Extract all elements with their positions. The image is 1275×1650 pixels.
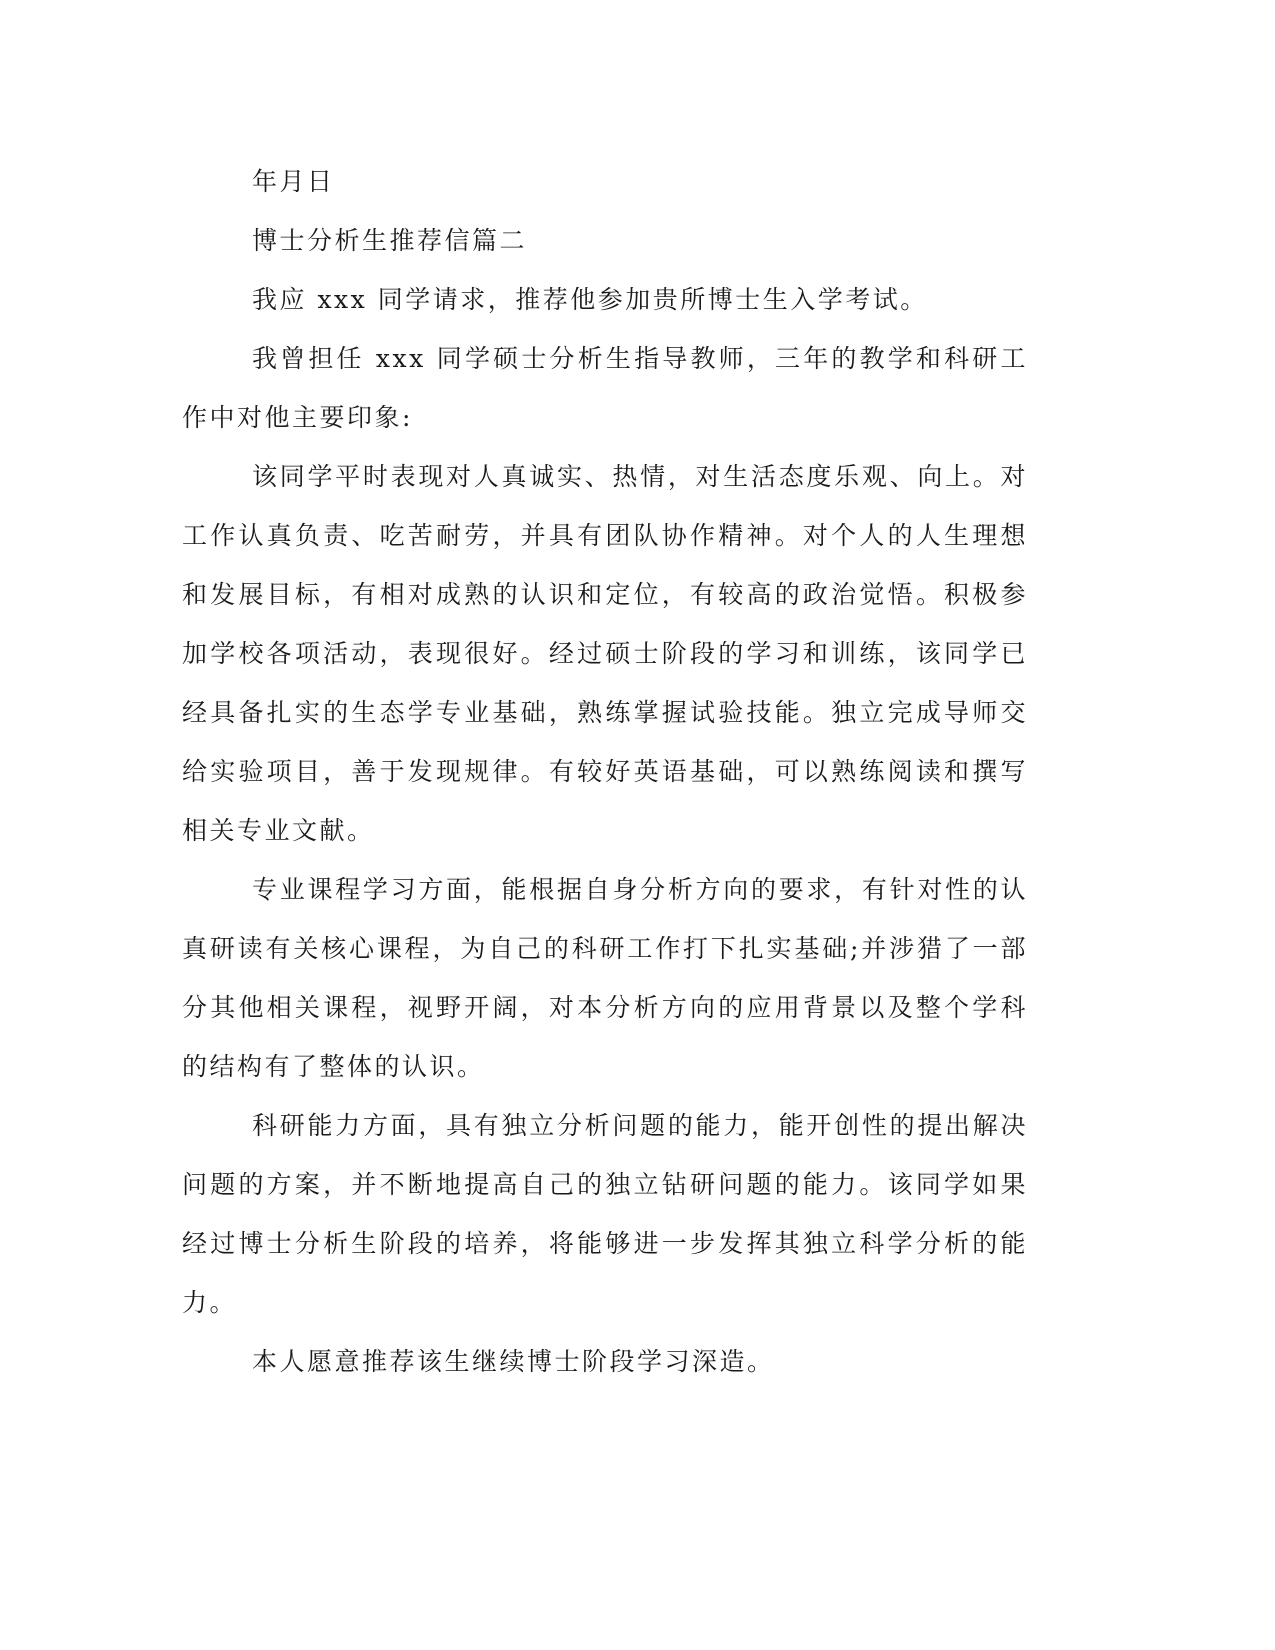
paragraph-coursework: 专业课程学习方面，能根据自身分析方向的要求，有针对性的认真研读有关核心课程，为自己的科研工作打下扎实基础;并涉猎了一部分其他相关课程，视野开阔，对本分析方向的应用背景以及整个学科的结构有了整体的认识。	[182, 875, 1028, 1081]
paragraph-request: 我应 xxx 同学请求，推荐他参加贵所博士生入学考试。	[252, 285, 928, 314]
section-title: 博士分析生推荐信篇二	[252, 226, 528, 255]
paragraph-character: 该同学平时表现对人真诚实、热情，对生活态度乐观、向上。对工作认真负责、吃苦耐劳，并具有团队协作精神。对个人的人生理想和发展目标，有相对成熟的认识和定位，有较高的政治觉悟。积极参加学校各项活动，表现很好。经过硕士阶段的学习和训练，该同学已经具备扎实的生态学专业基础，熟练掌握试验技能。独立完成导师交给实验项目，善于发现规律。有较好英语基础，可以熟练阅读和撰写相关专业文献。	[182, 462, 1028, 845]
paragraph-advisor: 我曾担任 xxx 同学硕士分析生指导教师，三年的教学和科研工作中对他主要印象:	[182, 344, 1028, 432]
document-body	[182, 152, 1028, 1391]
paragraph-closing: 本人愿意推荐该生继续博士阶段学习深造。	[252, 1347, 775, 1376]
date-line: 年月日	[252, 167, 335, 196]
paragraph-research: 科研能力方面，具有独立分析问题的能力，能开创性的提出解决问题的方案，并不断地提高自己的独立钻研问题的能力。该同学如果经过博士分析生阶段的培养，将能够进一步发挥其独立科学分析的能力。	[182, 1111, 1028, 1317]
